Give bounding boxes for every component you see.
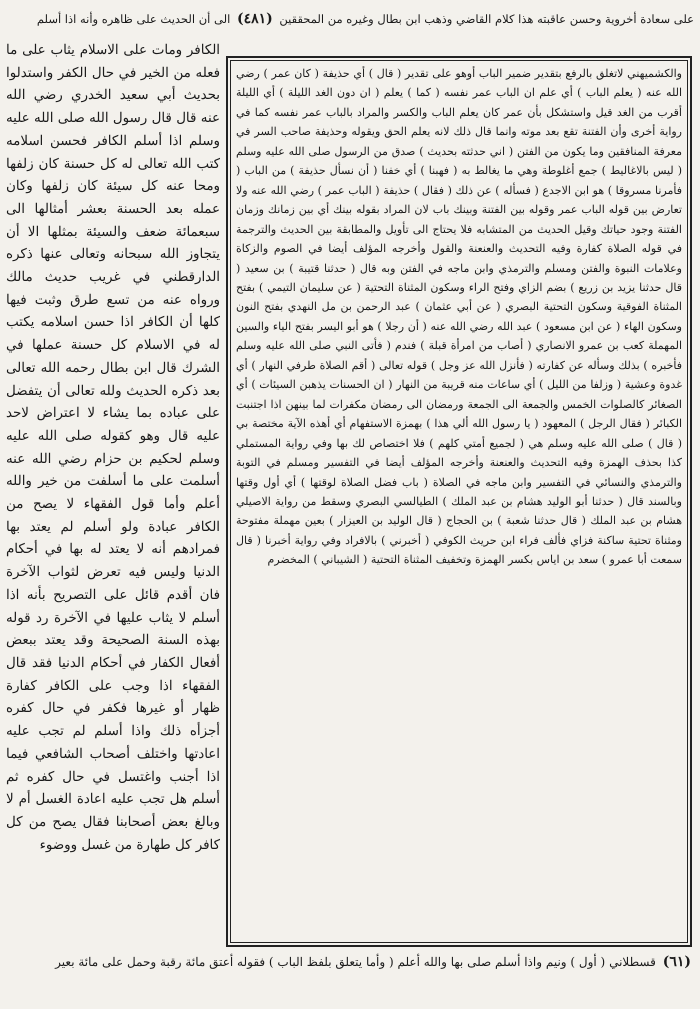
- header-running-text: على سعادة أخروية وحسن عاقبته هذا كلام القاضي وذهب ابن بطال وغيره من المحققين: [279, 12, 694, 26]
- main-text-column: [236, 64, 682, 940]
- header-page-number: (٤٨١): [236, 11, 273, 27]
- header-continuation: الى أن الحديث على ظاهره وأنه اذا أسلم: [36, 12, 231, 26]
- margin-commentary-column: [6, 40, 220, 948]
- footer-page-number: (٦١): [662, 954, 691, 970]
- footer-label: قسطلاني: [609, 955, 656, 969]
- main-text-body: والكشميهني لاتغلق بالرفع بتقدير ضمير الباب أوهو على تقدير ( قال ) أي حذيفة ( كان عمر ) رضي الله عنه ( يعلم الباب ) أي علم ان الباب عمر نفسه ( كما ) يعلم ( ان دون الغد الليلة ) أي الليلة أقرب من الغد قيل واستشكل بأن عمر كان يعلم الباب والكسر والمراد بالباب عمر نفسه كما في رواية أخرى وأن الفتنة تقع بعد موته وانما قال ذلك لانه يعلم الحق ويقوله وحذيفة صاحب السر في معرفة المنافقين وما يكون من الفتن ( اني حدثته بحديث ) صدق من الرسول صلى الله عليه وسلم ( ليس بالاغاليط ) جمع أغلوطة وهي ما يغالط به ( فهبنا ) أي خفنا ( أن نسأل حذيفة ) من الباب ( فأمرنا مسروقا ) هو ابن الاجدع ( فسأله ) عن ذلك ( فقال ) حذيفة ( الباب عمر ) رضي الله عنه ولا تعارض بين قوله الباب عمر وقوله بين الفتنة وبينك باب لان المراد بقوله بينك أي بين زمانك وزمان الفتنة وجود حياتك وقيل الحديث من المتشابه فلا يحتاج الى تأويل والمطابقة بين الحديث والترجمة في قوله الصلاة كفارة وفيه التحديث والعنعنة والقول وأخرجه المؤلف أيضا في الصوم والزكاة وعلامات النبوة والفتن ومسلم والترمذي وابن ماجه في الفتن وبه قال ( حدثنا قتيبة ) بن سعيد ( قال حدثنا يزيد بن زريع ) بضم الزاي وفتح الراء وسكون المثناة التحتية ( عن سليمان التيمي ) بفتح المثناة الفوقية وسكون التحتية البصري ( عن أبي عثمان ) عبد الرحمن بن مل النهدي بفتح النون وسكون الهاء ( عن ابن مسعود ) عبد الله رضي الله عنه ( أن رجلا ) هو أبو اليسر بفتح الياء والسين المهملة كعب بن عمرو الانصاري ( أصاب من امرأة قبلة ) فندم ( فأتى النبي صلى الله عليه وسلم فأخبره ) بذلك وسأله عن كفارته ( فأنزل الله عز وجل ) قوله تعالى ( أقم الصلاة طرفي النهار ) أي غدوة وعشية ( وزلفا من الليل ) أي ساعات منه قريبة من النهار ( ان الحسنات يذهبن السيئات ) أي الصغائر كالصلوات الخمس والجمعة الى الجمعة ورمضان الى رمضان مكفرات لما بينهن اذا اجتنبت الكبائر ( فقال الرجل ) المعهود ( يا رسول الله ألي هذا ) بهمزة الاستفهام أي أهذه الآية مختصة بي ( قال ) صلى الله عليه وسلم هي ( لجميع أمتي كلهم ) فلا اختصاص لك بها وفي رواية المستملي كذا بحذف الهمزة وفيه التحديث والعنعنة وأخرجه المؤلف أيضا في التفسير ومسلم في التوبة والترمذي والنسائي في التفسير وابن ماجه في الصلاة ( باب فضل الصلاة لوقتها ) أي أول وقتها وبالسند قال ( حدثنا أبو الوليد هشام بن عبد الملك ) الطيالسي البصري وسقط من رواية الاصيلي هشام بن عبد الملك ( قال حدثنا شعبة ) بن الحجاج ( قال الوليد بن العيزار ) بعين مهملة مفتوحة ومثناة تحتية ساكنة فزاي فألف فراء ابن حريث الكوفي ( أخبرني ) بالافراد وفي رواية أخبرنا ( قال سمعت أبا عمرو ) سعد بن اياس بكسر الهمزة وتخفيف المثناة التحتية ( الشيباني ) المخضرم: [236, 67, 682, 567]
- margin-commentary-body: الكافر ومات على الاسلام يثاب على ما فعله من الخير في حال الكفر واستدلوا بحديث أبي سعيد الخدري رضي الله عنه قال قال رسول الله صلى الله عليه وسلم اذا أسلم الكافر فحسن اسلامه كتب الله تعالى له كل حسنة كان زلفها ومحا عنه كل سيئة كان زلفها وكان عمله بعد الحسنة بعشر أمثالها الى سبعمائة ضعف والسيئة بمثلها الا أن يتجاوز الله سبحانه وتعالى عنها ذكره الدارقطني في غريب حديث مالك ورواه عنه من تسع طرق وثبت فيها كلها أن الكافر اذا حسن اسلامه يكتب له في الاسلام كل حسنة عملها في الشرك قال ابن بطال رحمه الله تعالى بعد ذكره الحديث ولله تعالى أن يتفضل على عباده بما يشاء لا اعتراض لاحد عليه قال وهو كقوله صلى الله عليه وسلم لحكيم بن حزام رضي الله عنه أسلمت على ما أسلفت من خير والله أعلم وأما قول الفقهاء لا يصح من الكافر عبادة ولو أسلم لم يعتد بها فمرادهم أنه لا يعتد له بها في أحكام الدنيا وليس فيه تعرض لثواب الآخرة فان أقدم قائل على التصريح بأنه اذا أسلم لا يثاب عليها في الآخرة رد قوله بهذه السنة الصحيحة وقد يعتد ببعض أفعال الكفار في أحكام الدنيا فقد قال الفقهاء اذا وجب على الكافر كفارة ظهار أو غيرها فكفر في حال كفره أجزأه ذلك واذا أسلم لم تجب عليه اعادتها واختلف أصحاب الشافعي فيما اذا أجنب واغتسل في حال كفره ثم أسلم هل تجب عليه اعادة الغسل أم لا وبالغ بعض أصحابنا فقال يصح من كل كافر كل طهارة من غسل ووضوء: [6, 43, 220, 853]
- page-header: [8, 6, 694, 32]
- footer-text: ( أول ) ونيم واذا أسلم صلى بها والله أعلم ( وأما يتعلق بلفظ الباب ) فقوله أعتق مائة رقبة وحمل على مائة بعير: [55, 955, 606, 969]
- page-footer: [8, 952, 694, 992]
